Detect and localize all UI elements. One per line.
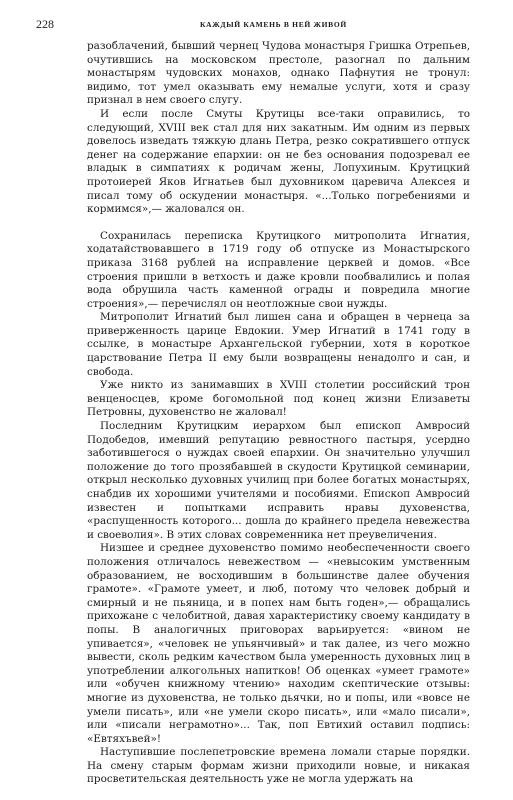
paragraph: Уже никто из занимавших в XVIII столетии российский трон венценосцев, кроме богомольной под конец жизни Елизаветы Петровны, духовенство не жаловал! xyxy=(87,379,470,419)
paragraph: Низшее и среднее духовенство помимо необеспеченности своего положения отличалось невежеством — «невысоким умственным образованием, не восходившим в большинстве далее обучения грамоте». «Грамоте умеет, и люб, потому что человек добрый и смирный и не пьяница, и в попех нам быть годен»,— обращались прихожане с челобитной, давая характеристику своему кандидату в попы. В аналогичных приговорах варьируется: «вином не упивается», «человек не упьянчивый» и так далее, из чего можно вывести, сколь редким качеством была умеренность духовных лиц в употреблении алкогольных напитков! Об оценках «умеет грамоте» или «обучен книжному чтению» находим скептические отзывы: многие из духовенства, не только дьячки, но и попы, или «вовсе не умели писать», или «не умели скоро писать», или «мало писали», или «писали неграмотно»... Так, поп Евтихий оставил подпись: «Евтяхъвей»! xyxy=(87,542,470,745)
paragraph-continuation: разоблачений, бывший чернец Чудова монастыря Гришка Отрепьев, очутившись на московском престоле, разогнал по дальним монастырям чудовских монахов, однако Пафнутия не тронул: видимо, тот умел оказывать ему немалые услуги, хотя и сразу признал в нем своего слугу. xyxy=(87,40,470,107)
paragraph: Митрополит Игнатий был лишен сана и обращен в чернеца за приверженность царице Евдокии. Умер Игнатий в 1741 году в ссылке, в монастыре Архангельской губернии, хотя в короткое царствование Петра II ему были возвращены ненадолго и сан, и свобода. xyxy=(87,311,470,378)
section-gap xyxy=(87,217,470,230)
paragraph: Сохранилась переписка Крутицкого митрополита Игнатия, ходатайствовавшего в 1719 году об отпуске из Монастырского приказа 3168 рублей на исправление церквей и домов. «Все строения пришли в ветхость и даже кровли пообвалились и полая вода обрушила часть каменной ограды и повредила многие строения»,— перечислял он неотложные свои нужды. xyxy=(87,229,470,310)
body-text xyxy=(87,40,470,787)
paragraph: Наступившие послепетровские времена ломали старые порядки. На смену старым формам жизни приходили новые, и никакая просветительская деятельность уже не могла удержать на xyxy=(87,746,470,786)
page-number: 228 xyxy=(36,17,54,31)
paragraph: Последним Крутицким иерархом был епископ Амвросий Подобедов, имевший репутацию ревностного пастыря, усердно заботившегося о нуждах своей епархии. Он значительно улучшил положение до того прозябавшей в скудости Крутицкой семинарии, открыл несколько духовных училищ при более богатых монастырях, снабдив их хорошими учителями и пособиями. Епископ Амвросий известен и попытками исправить нравы духовенства, «распущенность которого... дошла до крайнего предела невежества и своеволия». В этих словах современника нет преувеличения. xyxy=(87,420,470,541)
running-title: КАЖДЫЙ КАМЕНЬ В НЕЙ ЖИВОЙ xyxy=(200,20,347,29)
paragraph: И если после Смуты Крутицы все-таки оправились, то следующий, XVIII век стал для них закатным. Им одним из первых довелось изведать тяжкую длань Петра, резко сократившего отпуск денег на содержание епархии: он не без основания подозревал ее владык в симпатиях к родичам жены, Лопухиным. Крутицкий протоиерей Яков Игнатьев был духовником царевича Алексея и писал тому об оскудении монастыря. «...Только погребениями и кормимся»,— жаловался он. xyxy=(87,107,470,216)
